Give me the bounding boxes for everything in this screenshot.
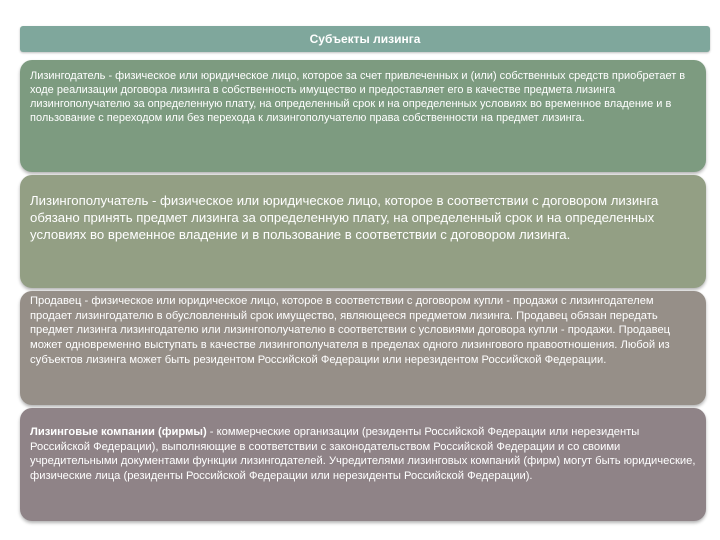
- slide-title: Субъекты лизинга: [20, 26, 710, 52]
- lessor-definition-block: [20, 60, 706, 172]
- seller-definition-block: [20, 291, 706, 405]
- leasing-companies-definition-block: [20, 408, 706, 521]
- lessee-definition-block: [20, 175, 706, 288]
- seller-definition-text: Продавец - физическое или юридическое лицо, которое в соответствии с договором купли - продажи с лизингодателем продает лизингодателю в обусловленный срок имущество, являющееся предметом лизинга. Продавец обязан передать предмет лизинга лизингодателю или лизингополучателю в соответствии с условиями договора купли - продажи. Продавец может одновременно выступать в качестве лизингополучателя в пределах одного лизингового правоотношения. Любой из субъектов лизинга может быть резидентом Российской Федерации или нерезидентом Российской Федерации.: [30, 295, 671, 366]
- leasing-companies-definition-text: - коммерческие организации (резиденты Российской Федерации или нерезиденты Российской Федерации), выполняющие в соответствии с законодательством Российской Федерации и со своими учредительными документами функции лизингодателей. Учредителями лизинговых компаний (фирм) могут быть юридические, физические лица (резиденты Российской Федерации или нерезиденты Российской Федерации).: [30, 426, 696, 483]
- lessor-definition-text: Лизингодатель - физическое или юридическое лицо, которое за счет привлеченных и (или) собственных средств приобретает в ходе реализации договора лизинга в собственность имущество и предоставляет его в качестве предмета лизинга лизингополучателю за определенную плату, на определенный срок и на определенных условиях во временное владение и в пользование с переходом или без перехода к лизингополучателю права собственности на предмет лизинга.: [30, 70, 686, 124]
- lessee-definition-text: Лизингополучатель - физическое или юридическое лицо, которое в соответствии с договором лизинга обязано принять предмет лизинга за определенную плату, на определенный срок и на определенных условиях во временное владение и в пользование в соответствии с договором лизинга.: [30, 193, 659, 242]
- leasing-companies-term: Лизинговые компании (фирмы): [30, 426, 207, 438]
